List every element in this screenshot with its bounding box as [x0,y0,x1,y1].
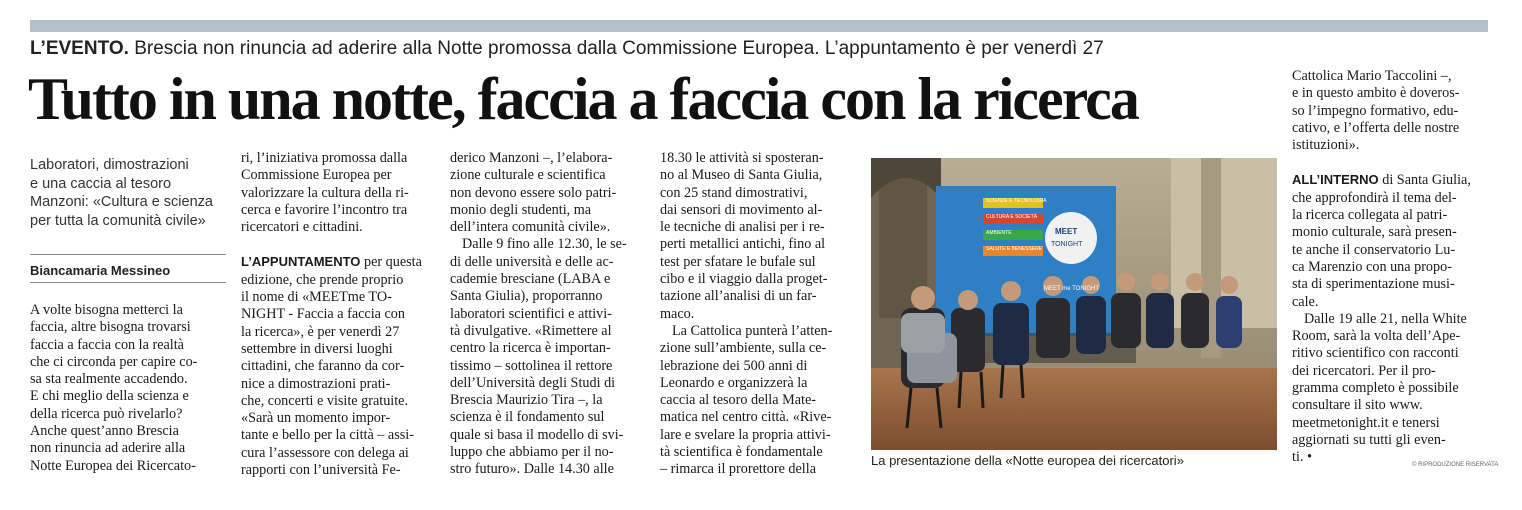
text-line: Brescia Maurizio Tira –, la [450,392,603,409]
text-line: E chi meglio della scienza e [30,388,189,405]
banner-item: CULTURA E SOCIETÀ [986,214,1038,220]
text-line: A volte bisogna metterci la [30,302,183,318]
banner-title: MEET me TONIGHT [1044,286,1100,292]
text-line [241,253,437,271]
paragraph-lead: ALL’INTERNO [1292,172,1379,188]
text-line: Dalle 9 fino alle 12.30, le se- [462,236,627,253]
event-photo [871,158,1277,450]
text-line: lebrazione dei 500 anni di [660,357,808,374]
text-line: della ricerca può rivelarlo? [30,405,183,422]
text-span: per questa [360,254,422,271]
text-line: Leonardo e organizzerà la [660,374,808,391]
text-line: stro futuro». Dalle 14.30 alle [450,461,614,478]
text-line: ricercatori e cittadini. [241,219,363,236]
text-line: dai sensori di movimento al- [660,201,823,218]
text-line: e in questo ambito è doveros- [1292,85,1460,102]
text-line: cura l’assessore con delega ai [241,444,409,461]
text-line: cademie bresciane (LABA e [450,271,611,288]
text-line: di delle università e delle ac- [450,253,614,270]
text-line: monio degli studenti, ma [450,201,592,218]
text-line: aggiornati su tutti gli even- [1292,431,1446,448]
divider [30,254,226,255]
article-column-2 [241,150,437,479]
text-line: il nome di «MEETme TO- [241,289,392,306]
banner-item: SCIENZE E TECNOLOGIA [986,198,1047,204]
article-column-3 [450,150,646,479]
kicker [30,38,1104,60]
text-line: consultare il sito www. [1292,397,1423,414]
summary [30,156,226,230]
article-column-4 [660,150,856,479]
text-line: la ricerca», è per venerdì 27 [241,323,400,340]
text-line: monio culturale, sarà presen- [1292,224,1457,241]
summary-line: Laboratori, dimostrazioni [30,157,189,173]
text-line: so l’impegno formativo, edu- [1292,102,1459,119]
text-line: Santa Giulia), proporranno [450,288,603,305]
text-line: quale si basa il modello di svi- [450,426,624,443]
text-line: lare e svelare la propria attivi- [660,426,831,443]
banner-text-overlay [936,186,1116,336]
text-line: cittadini, che faranno da cor- [241,358,405,375]
text-line: non devono essere solo patri- [450,184,617,201]
text-line: istituzioni». [1292,137,1360,154]
text-line: test per sfatare le bufale sul [660,253,816,270]
text-line: tissimo – sottolinea il rettore [450,357,613,374]
summary-line: e una caccia al tesoro [30,175,172,192]
text-line: ti. • [1292,449,1312,466]
text-line: Room, sarà la volta dell’Ape- [1292,328,1461,345]
text-line: tante e bello per la città – assi- [241,427,414,444]
text-line: caccia al tesoro della Mate- [660,392,816,409]
text-line [1292,171,1488,189]
article-column-1 [30,302,226,475]
text-span: di Santa Giulia, [1378,172,1471,189]
text-line: gramma completo è possibile [1292,380,1459,397]
summary-line: per tutta la comunità civile» [30,212,206,229]
text-line: edizione, che prende proprio [241,271,404,288]
text-line: faccia, altre bisogna trovarsi [30,319,191,336]
text-line: sta di sperimentazione musi- [1292,276,1455,293]
text-line: Notte Europea dei Ricercato- [30,457,196,474]
text-line: la ricerca collegata al patri- [1292,207,1448,224]
text-line: le tecniche di analisi per i re- [660,219,825,236]
text-line: dell’intera comunità civile». [450,219,611,236]
text-line: luppo che abbiamo per il no- [450,444,614,461]
svg-text:TONIGHT: TONIGHT [1051,241,1083,248]
text-line: La Cattolica punterà l’atten- [672,322,833,339]
text-line: derico Manzoni –, l’elabora- [450,150,613,166]
text-line: Cattolica Mario Taccolini –, [1292,68,1452,84]
text-line: ca Marenzio con una propo- [1292,258,1452,275]
text-line: maco. [660,305,695,322]
text-line: zione culturale e scientifica [450,167,606,184]
copyright-notice: © RIPRODUZIONE RISERVATA [1412,462,1499,468]
text-line: che ci circonda per capire co- [30,353,198,370]
text-line: rapporti con l’università Fe- [241,462,401,479]
text-line: – rimarca il prorettore della [660,461,816,478]
text-line: 18.30 le attività si sposteran- [660,150,824,166]
text-line: nice a dimostrazioni prati- [241,375,391,392]
text-line: settembre in diversi luoghi [241,340,393,357]
top-color-bar [30,20,1488,32]
text-line: ritivo scientifico con racconti [1292,345,1459,362]
banner-item: AMBIENTE [986,230,1012,236]
kicker-label: L’EVENTO. [30,38,129,59]
text-line: Commissione Europea per [241,167,392,184]
svg-text:MEET: MEET [1055,227,1078,236]
text-line: no al Museo di Santa Giulia, [660,167,823,184]
divider [30,282,226,283]
text-line: tà divulgative. «Rimettere al [450,322,612,339]
text-line: dell’Università degli Studi di [450,374,616,391]
paragraph-lead: L’APPUNTAMENTO [241,254,361,270]
text-line: cerca e favorire l’incontro tra [241,201,408,218]
text-line: non rinuncia ad aderire alla [30,440,186,457]
text-line: NIGHT - Faccia a faccia con [241,306,405,323]
text-line: «Sarà un momento impor- [241,410,391,427]
banner-item: SALUTE E BENESSERE [986,246,1043,252]
summary-line: Manzoni: «Cultura e scienza [30,194,213,210]
text-line: matica nel centro città. «Rive- [660,409,832,426]
text-line: dei ricercatori. Per il pro- [1292,362,1436,379]
text-line: sa sta realmente accadendo. [30,371,188,388]
text-line: cibo e il viaggio dalla proget- [660,271,828,288]
text-line: centro la ricerca è importan- [450,340,611,357]
text-line: meetmetonight.it e tenersi [1292,414,1440,431]
text-line: Anche quest’anno Brescia [30,423,179,440]
text-line: cativo, e l’offerta delle nostre [1292,119,1460,136]
text-line: laboratori scientifici e attivi- [450,305,612,322]
headline: Tutto in una notte, faccia a faccia con la ricerca [28,66,1138,132]
text-line: ri, l’iniziativa promossa dalla [241,150,408,166]
text-line: Dalle 19 alle 21, nella White [1304,310,1467,327]
text-line: zione sull’ambiente, sulla ce- [660,340,827,357]
text-line: faccia a faccia con la realtà [30,336,184,353]
photo-caption: La presentazione della «Notte europea dei ricercatori» [871,453,1184,468]
text-line: che, concerti e visite gratuite. [241,392,409,409]
text-line: tà scientifica è fondamentale [660,444,823,461]
text-line: cale. [1292,293,1319,310]
text-line: te anche il conservatorio Lu- [1292,241,1456,258]
kicker-text: Brescia non rinuncia ad aderire alla Notte promossa dalla Commissione Europea. L’appuntamento è per venerdì 27 [134,38,1104,59]
author-byline: Biancamaria Messineo [30,263,171,278]
article-column-5 [1292,68,1488,467]
text-line: scienza è il fondamento sul [450,409,605,426]
text-line: che approfondirà il tema del- [1292,189,1457,206]
text-line: valorizzare la cultura della ri- [241,184,409,201]
text-line: tazione all’analisi di un far- [660,288,817,305]
text-line: con 25 stand dimostrativi, [660,184,808,201]
text-line: perti metallici antichi, fino al [660,236,826,253]
